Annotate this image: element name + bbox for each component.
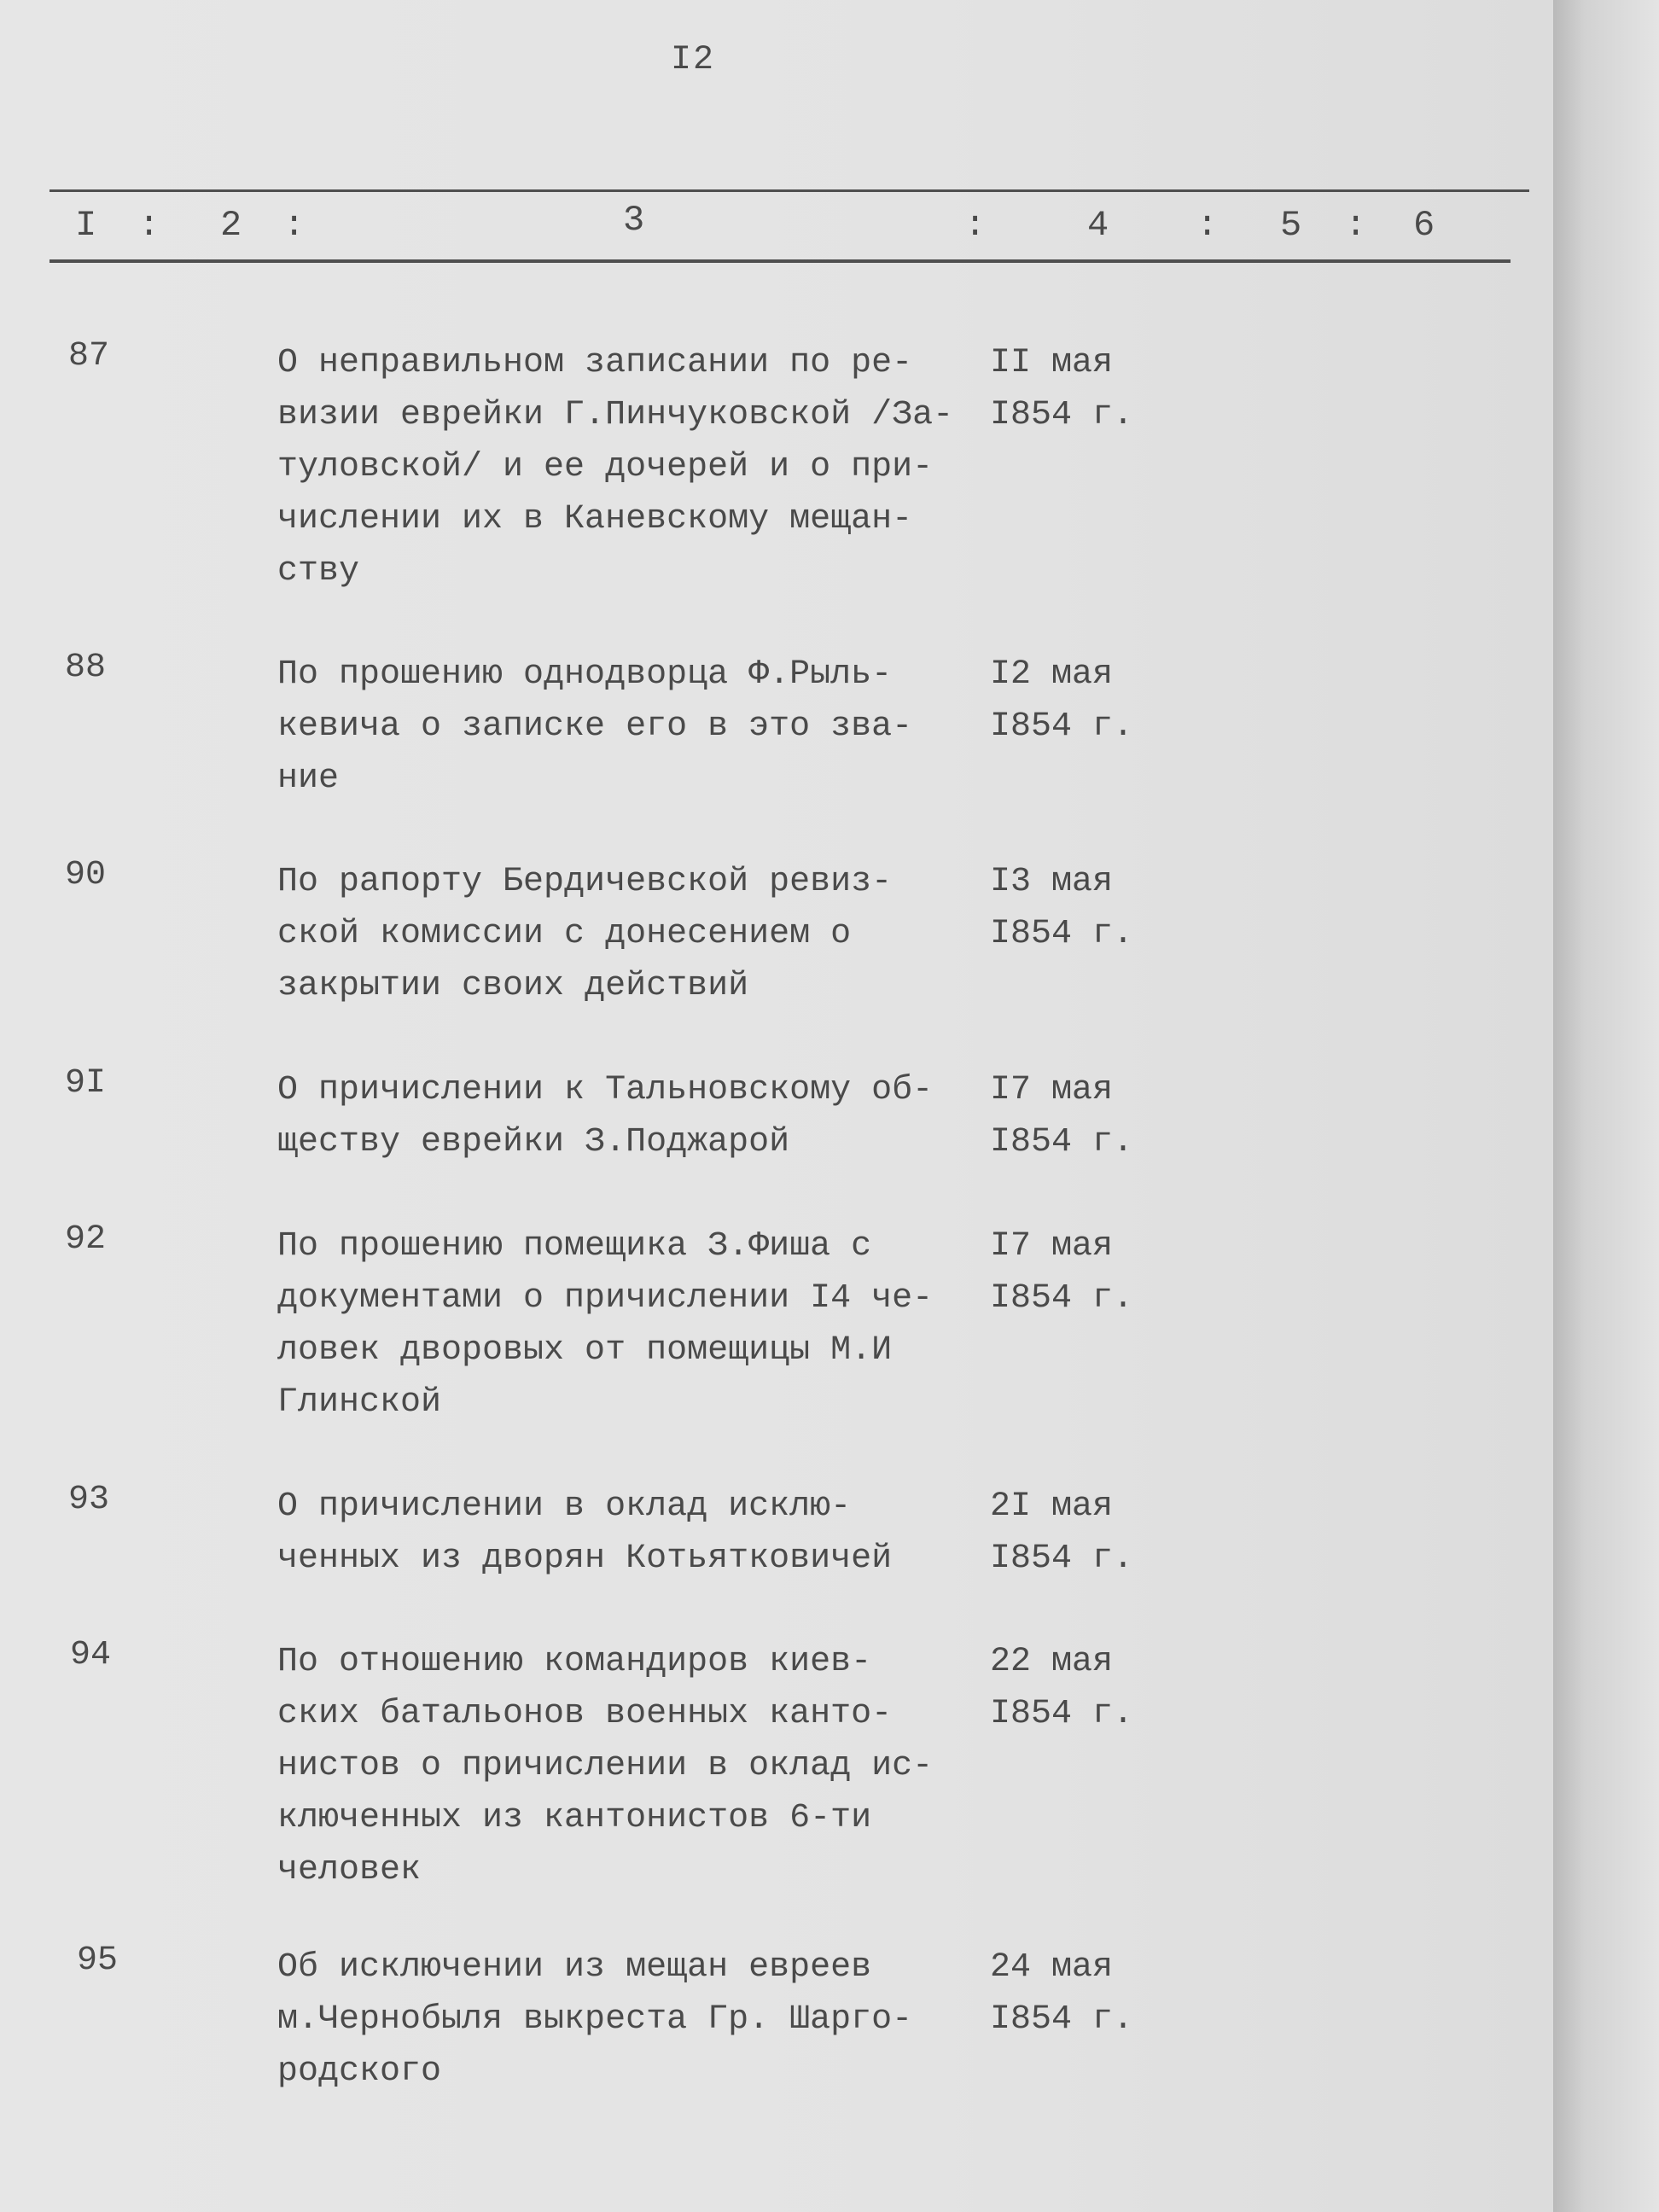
entry-title-line: ключенных из кантонистов 6-ти [277,1799,872,1837]
entry-title [277,649,994,805]
entry-date [990,337,1133,441]
page-number: I2 [671,41,716,79]
entry-date [990,856,1133,960]
entry-title-line: ченных из дворян Котьятковичей [277,1540,893,1578]
entry-date-line: I854 г. [990,1540,1134,1578]
column-header: 5 [1280,205,1302,246]
entry-title-line: родского [277,2052,442,2091]
entry-date-line: I3 мая [990,863,1114,901]
column-separator: : [964,205,987,246]
entry-number: 9I [65,1064,107,1103]
entry-title-line: О неправильном записании по ре- [277,344,913,382]
entry-title-line: ние [277,760,340,798]
entry-title [277,1064,994,1168]
entry-title [277,1481,994,1585]
entry-date [990,1941,1133,2046]
entry-title [277,856,994,1012]
entry-date-line: 2I мая [990,1487,1114,1526]
entry-title-line: документами о причислении I4 че- [277,1279,934,1318]
entry-date-line: I854 г. [990,915,1134,953]
column-header: 2 [220,205,242,246]
entry-number: 87 [68,337,110,375]
entry-date-line: I7 мая [990,1227,1114,1266]
entry-title-line: человек [277,1851,422,1889]
entry-title-line: О причислении к Тальновскому об- [277,1071,934,1109]
entry-title-line: ских батальонов военных канто- [277,1695,893,1733]
column-separator: : [283,205,306,246]
table-rule-top [49,189,1529,192]
entry-date [990,649,1133,753]
entry-date-line: 22 мая [990,1643,1114,1681]
entry-date-line: I854 г. [990,396,1134,434]
entry-title-line: визии еврейки Г.Пинчуковской /За- [277,396,954,434]
entry-title-line: О причислении в оклад исклю- [277,1487,852,1526]
entry-title-line: Об исключении из мещан евреев [277,1948,872,1987]
entry-number: 90 [65,856,107,894]
entry-title-line: ству [277,552,360,591]
column-separator: : [1196,205,1219,246]
entry-title-line: По отношению командиров киев- [277,1643,872,1681]
column-separator: : [1345,205,1367,246]
entry-title-line: ской комиссии с донесением о [277,915,852,953]
entry-date-line: I7 мая [990,1071,1114,1109]
entry-date-line: I854 г. [990,1123,1134,1161]
column-separator: : [138,205,160,246]
entry-date [990,1481,1133,1585]
entry-number: 88 [65,649,107,687]
entry-title-line: м.Чернобыля выкреста Гр. Шарго- [277,2000,913,2039]
column-header: 6 [1413,205,1435,246]
entry-title [277,1941,994,2098]
entry-title-line: По прошению помещика З.Фиша с [277,1227,872,1266]
entry-title-line: По рапорту Бердичевской ревиз- [277,863,893,901]
entry-title-line: числении их в Каневскому мещан- [277,500,913,538]
entry-title-line: По прошению однодворца Ф.Рыль- [277,655,893,694]
entry-title-line: туловской/ и ее дочерей и о при- [277,448,934,486]
entry-title [277,1636,994,1896]
entry-date-line: I854 г. [990,1695,1134,1733]
entry-date-line: I854 г. [990,2000,1134,2039]
entry-number: 93 [68,1481,110,1519]
entry-title-line: закрытии своих действий [277,967,749,1005]
entry-title-line: ществу еврейки З.Поджарой [277,1123,790,1161]
column-header: 4 [1087,205,1109,246]
entry-date [990,1636,1133,1740]
entry-date [990,1220,1133,1324]
entry-number: 94 [70,1636,112,1674]
entry-date [990,1064,1133,1168]
entry-date-line: I854 г. [990,1279,1134,1318]
entry-date-line: I854 г. [990,707,1134,746]
entry-title-line: кевича о записке его в это зва- [277,707,913,746]
entry-number: 95 [77,1941,119,1980]
entry-number: 92 [65,1220,107,1259]
column-header: I [75,205,97,246]
entry-date-line: 24 мая [990,1948,1114,1987]
entry-title-line: ловек дворовых от помещицы М.И [277,1331,893,1370]
entry-title-line: нистов о причислении в оклад ис- [277,1747,934,1785]
entry-title [277,337,994,597]
page-edge [1553,0,1659,2212]
entry-date-line: II мая [990,344,1114,382]
entry-date-line: I2 мая [990,655,1114,694]
entry-title [277,1220,994,1429]
entry-title-line: Глинской [277,1383,442,1422]
table-rule-bottom [49,259,1511,263]
column-header: 3 [623,200,645,241]
